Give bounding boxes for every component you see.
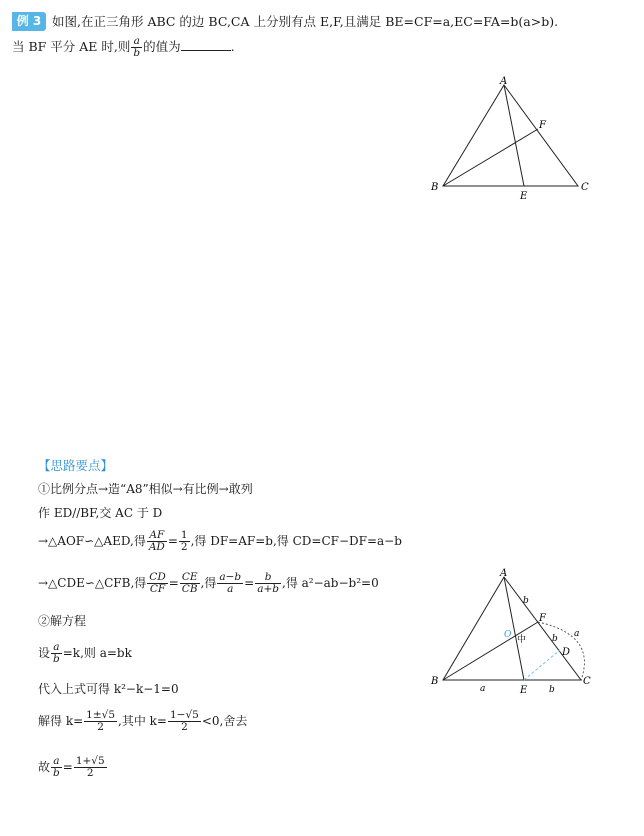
set-prefix: 设 <box>38 646 51 660</box>
sim2-eq-2: = <box>244 576 255 590</box>
sim2-eq-1: = <box>168 576 179 590</box>
ans-eq: = <box>62 760 73 774</box>
sim1-fraction <box>147 530 167 553</box>
ans-num: a <box>51 756 62 768</box>
label2-c: C <box>583 676 591 687</box>
sim2-f3-den: a <box>227 583 234 595</box>
segment-ed-aux <box>524 650 560 680</box>
problem-line-2-suffix: 的值为 <box>143 39 181 54</box>
set-den: b <box>53 653 60 665</box>
label2-f: F <box>539 613 546 624</box>
ans-value-num: 1+√5 <box>75 755 105 767</box>
label2-a-arc: a <box>574 629 580 639</box>
solution-similar-1 <box>38 530 402 553</box>
sim1-half-num: 1 <box>180 529 188 541</box>
solve-f1-den: 2 <box>97 721 104 733</box>
sim2-prefix: →△CDE∽△CFB,得 <box>38 576 147 590</box>
sim1-prefix: →△AOF∽△AED,得 <box>38 534 146 548</box>
label2-a: A <box>500 568 508 579</box>
solution-step-2: ②解方程 <box>38 614 87 628</box>
sim2-f2-den: CB <box>181 583 198 595</box>
sim1-eq: = <box>167 534 178 548</box>
set-fraction <box>51 642 62 665</box>
label2-o: O <box>504 630 512 640</box>
label2-e: E <box>520 685 528 696</box>
segment-bf-2 <box>443 622 538 680</box>
label-b: B <box>431 182 439 193</box>
sim2-frac-1 <box>147 572 167 595</box>
triangle-abc-2 <box>443 577 581 680</box>
sim1-suffix: ,得 DF=AF=b,得 CD=CF−DF=a−b <box>190 534 402 548</box>
set-num: a <box>51 642 62 654</box>
solve-f2-den: 2 <box>181 721 188 733</box>
sim2-frac-4 <box>255 572 281 595</box>
solve-suffix: <0,舍去 <box>201 714 248 728</box>
label2-a-be: a <box>480 684 486 694</box>
ratio-fraction <box>131 36 142 59</box>
ans-prefix: 故 <box>38 760 51 774</box>
solution-set-k <box>38 642 132 665</box>
solve-prefix: 解得 k= <box>38 714 84 728</box>
solve-f1-num: 1±√5 <box>86 709 116 721</box>
sim2-f4-num: b <box>255 572 281 584</box>
label2-b-af: b <box>523 596 529 606</box>
solution-substitute: 代入上式可得 k²−k−1=0 <box>38 682 179 696</box>
solution-title: 【思路要点】 <box>38 458 114 473</box>
sim2-f4-den: a+b <box>257 583 279 595</box>
ratio-numerator: a <box>131 36 142 48</box>
solve-f2-num: 1−√5 <box>169 709 199 721</box>
label2-b-ec: b <box>549 685 555 695</box>
segment-ae <box>504 85 524 186</box>
sim1-den: AD <box>148 541 165 553</box>
problem-line-1: 如图,在正三角形 ABC 的边 BC,CA 上分别有点 E,F,且满足 BE=CF=a,EC=FA=b(a>b). <box>52 14 559 29</box>
ans-value-den: 2 <box>86 767 94 779</box>
sim2-f1-num: CD <box>149 571 166 583</box>
triangle-figure-1 <box>425 75 595 205</box>
solve-frac-1 <box>84 710 117 733</box>
solve-frac-2 <box>168 710 201 733</box>
sim2-f2-num: CE <box>180 572 200 584</box>
example-badge: 例 3 <box>12 12 46 31</box>
label2-b-fd: b <box>552 634 558 644</box>
sim2-f3-num: a−b <box>219 571 242 583</box>
sim1-half <box>179 530 190 553</box>
sim1-num: AF <box>147 530 167 542</box>
label-c: C <box>581 182 589 193</box>
label2-midpoint: 中 <box>517 635 527 645</box>
ans-value <box>74 756 107 779</box>
answer-blank <box>181 38 231 51</box>
solve-mid: ,其中 k= <box>118 714 167 728</box>
segment-ae-2 <box>504 577 527 680</box>
solution-similar-2 <box>38 572 379 595</box>
solution-answer <box>38 756 108 779</box>
sim1-half-den: 2 <box>180 541 188 553</box>
label-f: F <box>539 120 546 131</box>
problem-line-2-prefix: 当 BF 平分 AE 时,则 <box>12 39 131 54</box>
ratio-denominator: b <box>133 47 141 59</box>
triangle-abc <box>443 85 578 186</box>
problem-line-2 <box>12 36 235 59</box>
label2-d: D <box>562 647 571 658</box>
set-suffix: =k,则 a=bk <box>62 646 132 660</box>
sim2-frac-3 <box>217 572 243 595</box>
sim2-f1-den: CF <box>149 583 166 595</box>
label-a: A <box>500 76 508 87</box>
segment-bf <box>443 129 538 186</box>
label2-b: B <box>431 676 439 687</box>
sim2-mid: ,得 <box>200 576 217 590</box>
label-e: E <box>520 191 528 202</box>
solution-step-1: ①比例分点→造“A8”相似→有比例→敢列 <box>38 482 253 496</box>
triangle-figure-2 <box>425 565 600 700</box>
sim2-frac-2 <box>180 572 200 595</box>
solution-construct: 作 ED//BF,交 AC 于 D <box>38 506 163 520</box>
ans-den: b <box>53 767 60 779</box>
solution-solve <box>38 710 247 733</box>
ans-fraction <box>51 756 62 779</box>
sim2-suffix: ,得 a²−ab−b²=0 <box>282 576 379 590</box>
problem-line-2-end: . <box>230 39 235 54</box>
